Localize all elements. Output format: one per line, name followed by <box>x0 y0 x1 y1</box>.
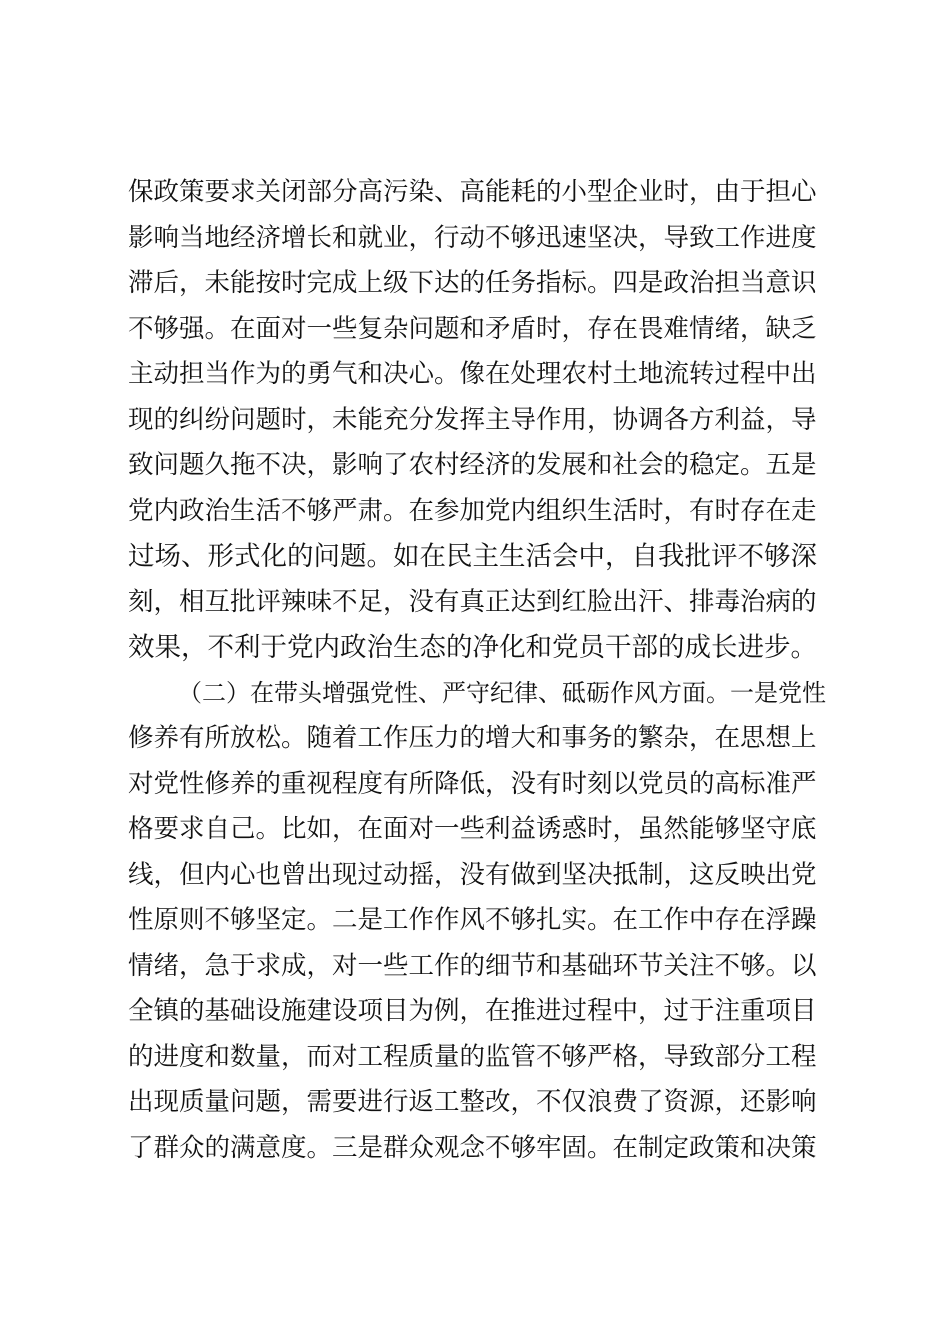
section-heading-line: （二）在带头增强党性、严守纪律、砥砺作风方面。一是党性 <box>178 678 826 707</box>
text-line: 滞后，未能按时完成上级下达的任务指标。四是政治担当意识 <box>128 268 817 298</box>
text-line: 的进度和数量，而对工程质量的监管不够严格，导致部分工程 <box>128 1041 817 1072</box>
text-line: 过场、形式化的问题。如在民主生活会中，自我批评不够深 <box>128 541 817 572</box>
text-line: 线，但内心也曾出现过动摇，没有做到坚决抵制，这反映出党 <box>128 859 817 890</box>
text-line: 效果，不利于党内政治生态的净化和党员干部的成长进步。 <box>128 632 817 663</box>
text-line: 致问题久拖不决，影响了农村经济的发展和社会的稳定。五是 <box>128 450 817 480</box>
text-line: 修养有所放松。随着工作压力的增大和事务的繁杂，在思想上 <box>128 723 817 753</box>
text-line: 保政策要求关闭部分高污染、高能耗的小型企业时，由于担心 <box>128 177 817 207</box>
text-line: 现的纠纷问题时，未能充分发挥主导作用，协调各方利益，导 <box>128 404 817 435</box>
text-line: 主动担当作为的勇气和决心。像在处理农村土地流转过程中出 <box>128 359 817 389</box>
text-line: 党内政治生活不够严肃。在参加党内组织生活时，有时存在走 <box>128 495 817 526</box>
text-line: 性原则不够坚定。二是工作作风不够扎实。在工作中存在浮躁 <box>128 905 817 935</box>
text-line: 不够强。在面对一些复杂问题和矛盾时，存在畏难情绪，缺乏 <box>128 313 817 344</box>
text-line: 影响当地经济增长和就业，行动不够迅速坚决，导致工作进度 <box>128 222 817 253</box>
text-line: 刻，相互批评辣味不足，没有真正达到红脸出汗、排毒治病的 <box>128 586 817 617</box>
text-line: 对党性修养的重视程度有所降低，没有时刻以党员的高标准严 <box>128 768 817 799</box>
body-text <box>128 170 828 1171</box>
text-line: 出现质量问题，需要进行返工整改，不仅浪费了资源，还影响 <box>128 1087 817 1117</box>
text-line: 了群众的满意度。三是群众观念不够牢固。在制定政策和决策 <box>128 1132 817 1163</box>
text-line: 格要求自己。比如，在面对一些利益诱惑时，虽然能够坚守底 <box>128 814 817 844</box>
text-line: 情绪，急于求成，对一些工作的细节和基础环节关注不够。以 <box>128 950 817 981</box>
text-line: 全镇的基础设施建设项目为例，在推进过程中，过于注重项目 <box>128 996 817 1026</box>
